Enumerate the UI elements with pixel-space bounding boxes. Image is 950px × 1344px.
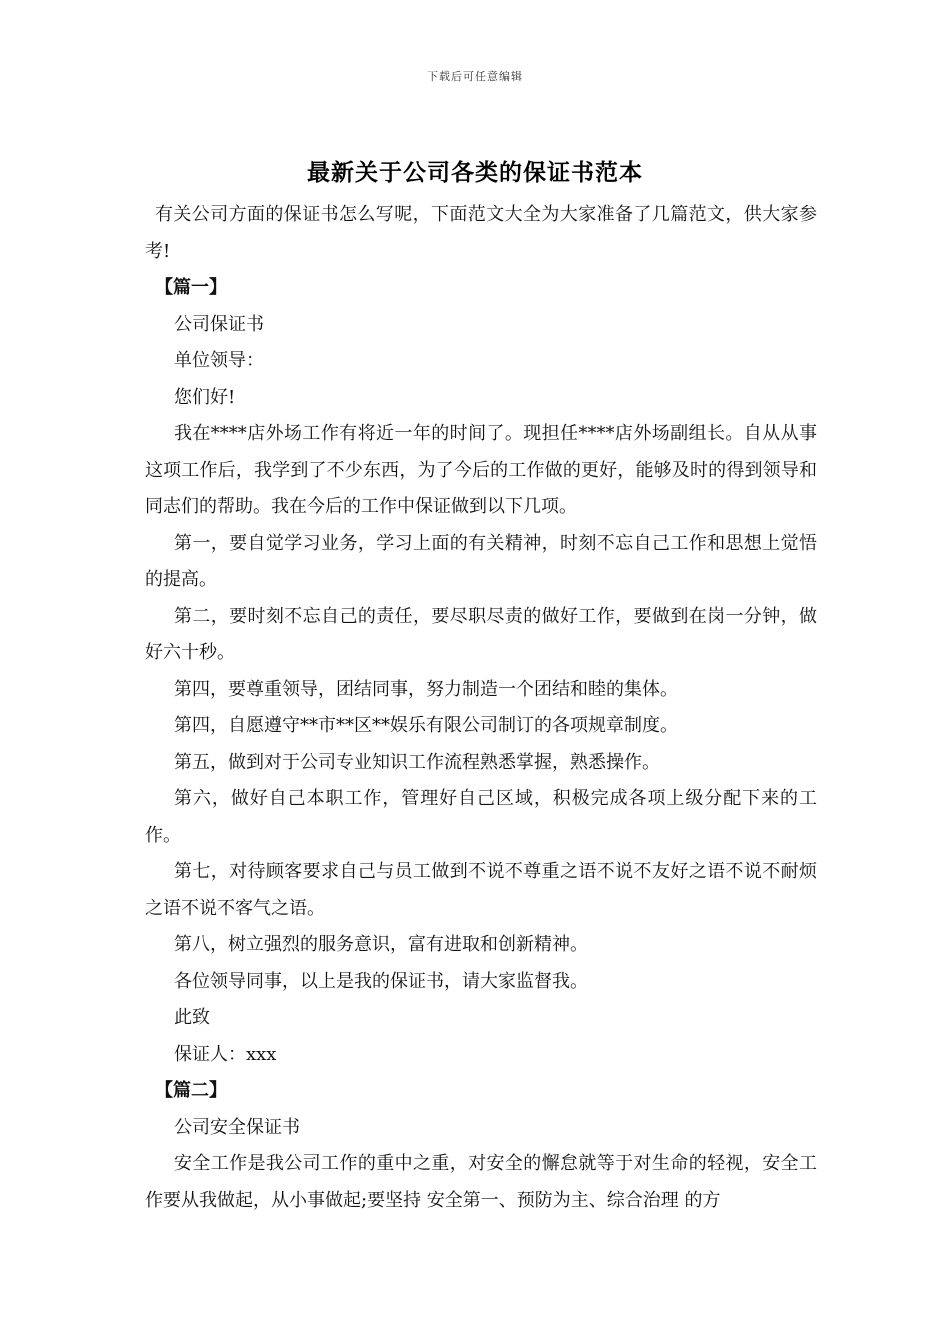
signature-line: 保证人：xxx — [174, 1043, 277, 1065]
closing-line: 此致 — [174, 1007, 210, 1028]
body-paragraph: 我在****店外场工作有将近一年的时间了。现担任****店外场副组长。自从从事这项工作后，我学到了不少东西，为了今后的工作做的更好，能够及时的得到领导和同志们的帮助。我在今后的工作中保证做到以下几项。 — [145, 423, 817, 517]
body-paragraph: 第八，树立强烈的服务意识，富有进取和创新精神。 — [174, 934, 588, 955]
body-paragraph: 第二，要时刻不忘自己的责任，要尽职尽责的做好工作，要做到在岗一分钟，做好六十秒。 — [145, 605, 817, 663]
body-paragraph: 第七，对待顾客要求自己与员工做到不说不尊重之语不说不友好之语不说不耐烦之语不说不客气之语。 — [145, 861, 817, 919]
section-marker: 【篇一】 — [155, 277, 227, 298]
document-body — [145, 197, 817, 1219]
salutation: 单位领导： — [174, 350, 264, 371]
body-paragraph: 第五，做到对于公司专业知识工作流程熟悉掌握，熟悉操作。 — [174, 751, 660, 773]
body-paragraph: 第四，要尊重领导，团结同事，努力制造一个团结和睦的集体。 — [174, 678, 678, 700]
body-paragraph: 各位领导同事，以上是我的保证书，请大家监督我。 — [174, 970, 588, 992]
section-marker: 【篇二】 — [155, 1080, 227, 1101]
body-paragraph: 第六，做好自己本职工作，管理好自己区域，积极完成各项上级分配下来的工作。 — [145, 788, 817, 846]
intro-paragraph: 有关公司方面的保证书怎么写呢，下面范文大全为大家准备了几篇范文，供大家参考! — [145, 204, 817, 262]
section-subtitle: 公司保证书 — [174, 313, 264, 335]
body-paragraph: 安全工作是我公司工作的重中之重，对安全的懈怠就等于对生命的轻视，安全工作要从我做起，从小事做起;要坚持 安全第一、预防为主、综合治理 的方 — [145, 1153, 817, 1211]
document-title: 最新关于公司各类的保证书范本 — [307, 159, 643, 186]
header-note: 下载后可任意编辑 — [427, 70, 523, 83]
body-paragraph: 第四，自愿遵守**市**区**娱乐有限公司制订的各项规章制度。 — [174, 715, 678, 736]
greeting: 您们好! — [174, 386, 236, 408]
body-paragraph: 第一，要自觉学习业务，学习上面的有关精神，时刻不忘自己工作和思想上觉悟的提高。 — [145, 532, 817, 590]
section-subtitle: 公司安全保证书 — [174, 1116, 300, 1138]
